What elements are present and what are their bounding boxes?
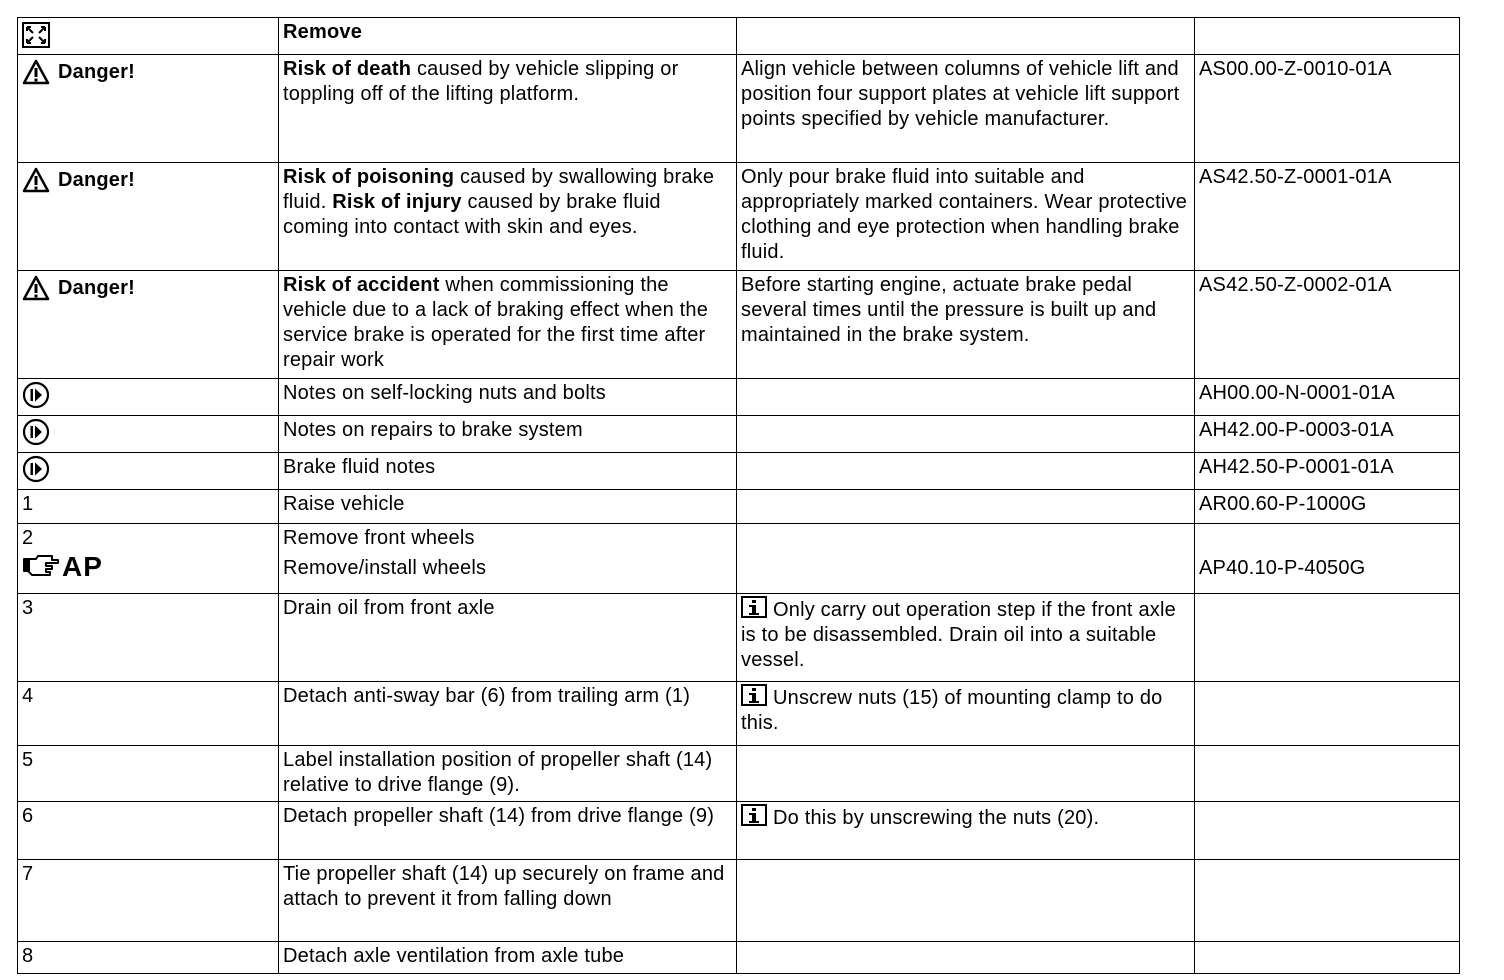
step-number: 8 xyxy=(18,942,279,974)
note-row xyxy=(18,416,1460,453)
header-row xyxy=(18,18,1460,55)
step-number: 1 xyxy=(18,490,279,524)
ap-reference-marker: AP xyxy=(22,551,273,581)
step-text: Detach propeller shaft (14) from drive flange (9) xyxy=(279,802,737,860)
info-note-text: Unscrew nuts (15) of mounting clamp to do this. xyxy=(741,687,1163,734)
note-text: Brake fluid notes xyxy=(279,453,737,490)
step-row xyxy=(18,746,1460,802)
reference-code: AR00.60-P-1000G xyxy=(1195,490,1460,524)
danger-label: Danger! xyxy=(22,59,273,85)
step-row xyxy=(18,594,1460,682)
note-circle-icon xyxy=(22,381,50,409)
warning-triangle-icon xyxy=(22,59,50,85)
info-icon xyxy=(741,804,767,826)
step-text: Detach axle ventilation from axle tube xyxy=(279,942,737,974)
step-text: Drain oil from front axle xyxy=(279,594,737,682)
reference-code: AP40.10-P-4050G xyxy=(1199,557,1366,579)
reference-code: AH42.50-P-0001-01A xyxy=(1195,453,1460,490)
procedure-table xyxy=(17,17,1460,974)
reference-code: AS42.50-Z-0002-01A xyxy=(1195,271,1460,379)
step-text: Label installation position of propeller shaft (14) relative to drive flange (9). xyxy=(279,746,737,802)
info-icon xyxy=(741,596,767,618)
step-number: 2 xyxy=(22,527,34,549)
danger-label: Danger! xyxy=(22,275,273,301)
note-row xyxy=(18,379,1460,416)
danger-row xyxy=(18,163,1460,271)
reference-code: AS00.00-Z-0010-01A xyxy=(1195,55,1460,163)
note-circle-icon xyxy=(22,455,50,483)
step-text: Raise vehicle xyxy=(279,490,737,524)
reference-code: AH00.00-N-0001-01A xyxy=(1195,379,1460,416)
risk-text: Risk of death caused by vehicle slipping or toppling off of the lifting platform. xyxy=(279,55,737,163)
reference-code: AS42.50-Z-0001-01A xyxy=(1195,163,1460,271)
danger-row xyxy=(18,55,1460,163)
header-title: Remove xyxy=(279,18,737,55)
pointing-hand-icon xyxy=(22,553,60,579)
step-row xyxy=(18,860,1460,942)
step-number: 4 xyxy=(18,682,279,746)
step-text: Detach anti-sway bar (6) from trailing arm (1) xyxy=(279,682,737,746)
step-number: 3 xyxy=(18,594,279,682)
step-row xyxy=(18,942,1460,974)
measure-text: Only pour brake fluid into suitable and appropriately marked containers. Wear protective clothing and eye protection when handling brake fluid. xyxy=(737,163,1195,271)
note-row xyxy=(18,453,1460,490)
step-number: 5 xyxy=(18,746,279,802)
reference-code: AH42.00-P-0003-01A xyxy=(1195,416,1460,453)
sub-step-text: Remove/install wheels xyxy=(283,557,487,579)
step-row xyxy=(18,524,1460,594)
risk-text: Risk of accident when commissioning the vehicle due to a lack of braking effect when the service brake is operated for the first time after repair work xyxy=(279,271,737,379)
danger-label: Danger! xyxy=(22,167,273,193)
step-number: 7 xyxy=(18,860,279,942)
step-row xyxy=(18,802,1460,860)
note-text: Notes on self-locking nuts and bolts xyxy=(279,379,737,416)
note-circle-icon xyxy=(22,418,50,446)
danger-row xyxy=(18,271,1460,379)
header-icon-cell xyxy=(18,18,279,55)
info-note-text: Only carry out operation step if the front axle is to be disassembled. Drain oil into a suitable vessel. xyxy=(741,599,1176,671)
step-number: 6 xyxy=(18,802,279,860)
risk-text: Risk of poisoning caused by swallowing brake fluid. Risk of injury caused by brake fluid coming into contact with skin and eyes. xyxy=(279,163,737,271)
step-row xyxy=(18,682,1460,746)
step-text: Tie propeller shaft (14) up securely on frame and attach to prevent it from falling down xyxy=(279,860,737,942)
info-note-text: Do this by unscrewing the nuts (20). xyxy=(773,807,1100,829)
warning-triangle-icon xyxy=(22,167,50,193)
step-text: Remove front wheels xyxy=(283,527,475,549)
note-text: Notes on repairs to brake system xyxy=(279,416,737,453)
measure-text: Align vehicle between columns of vehicle lift and position four support plates at vehicle lift support points specified by vehicle manufacturer. xyxy=(737,55,1195,163)
step-row xyxy=(18,490,1460,524)
warning-triangle-icon xyxy=(22,275,50,301)
measure-text: Before starting engine, actuate brake pedal several times until the pressure is built up and maintained in the brake system. xyxy=(737,271,1195,379)
info-icon xyxy=(741,684,767,706)
expand-arrows-icon xyxy=(22,22,50,48)
